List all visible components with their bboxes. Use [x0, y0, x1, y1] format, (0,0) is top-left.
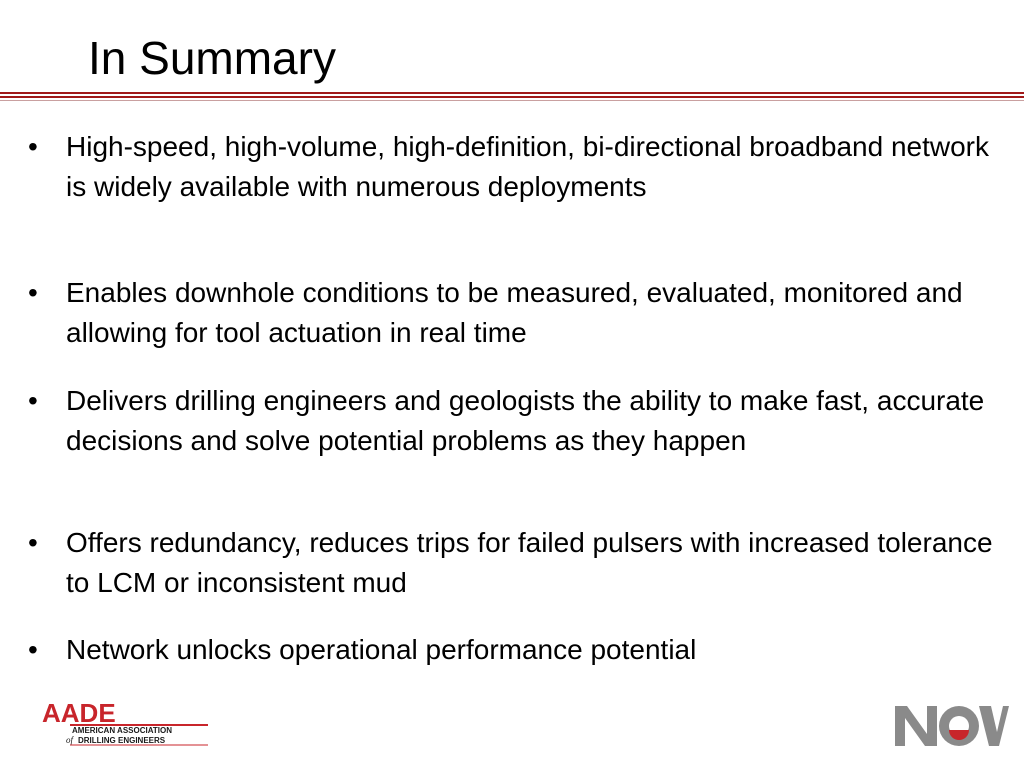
bullet-dot: • — [28, 131, 38, 162]
bullet-text: High-speed, high-volume, high-definition, bi-directional broadband network is widely available with numerous deployments — [66, 131, 989, 202]
title-divider-line — [0, 92, 1024, 94]
bullet-text: Delivers drilling engineers and geologists the ability to make fast, accurate decisions and solve potential problems as they happen — [66, 385, 985, 456]
bullet-dot: • — [28, 634, 38, 665]
aade-logo-line1: AMERICAN ASSOCIATION — [72, 726, 172, 735]
bullet-item — [28, 127, 996, 207]
title-divider-line — [0, 100, 1024, 101]
aade-logo-wordmark: AADE — [42, 698, 116, 728]
nov-logo — [893, 700, 1009, 752]
bullet-item — [28, 273, 996, 353]
bullet-dot: • — [28, 527, 38, 558]
bullet-dot: • — [28, 385, 38, 416]
bullet-dot: • — [28, 277, 38, 308]
bullet-item — [28, 381, 996, 461]
bullet-item — [28, 523, 996, 603]
title-divider-line — [0, 96, 1024, 98]
bullet-text: Network unlocks operational performance potential — [66, 634, 697, 665]
aade-logo-line2: DRILLING ENGINEERS — [78, 736, 166, 745]
bullet-text: Enables downhole conditions to be measured, evaluated, monitored and allowing for tool actuation in real time — [66, 277, 963, 348]
aade-logo — [40, 698, 210, 746]
slide-title: In Summary — [88, 32, 336, 84]
bullet-item — [28, 630, 996, 670]
bullet-text: Offers redundancy, reduces trips for failed pulsers with increased tolerance to LCM or inconsistent mud — [66, 527, 993, 598]
aade-logo-of: of — [66, 735, 74, 745]
